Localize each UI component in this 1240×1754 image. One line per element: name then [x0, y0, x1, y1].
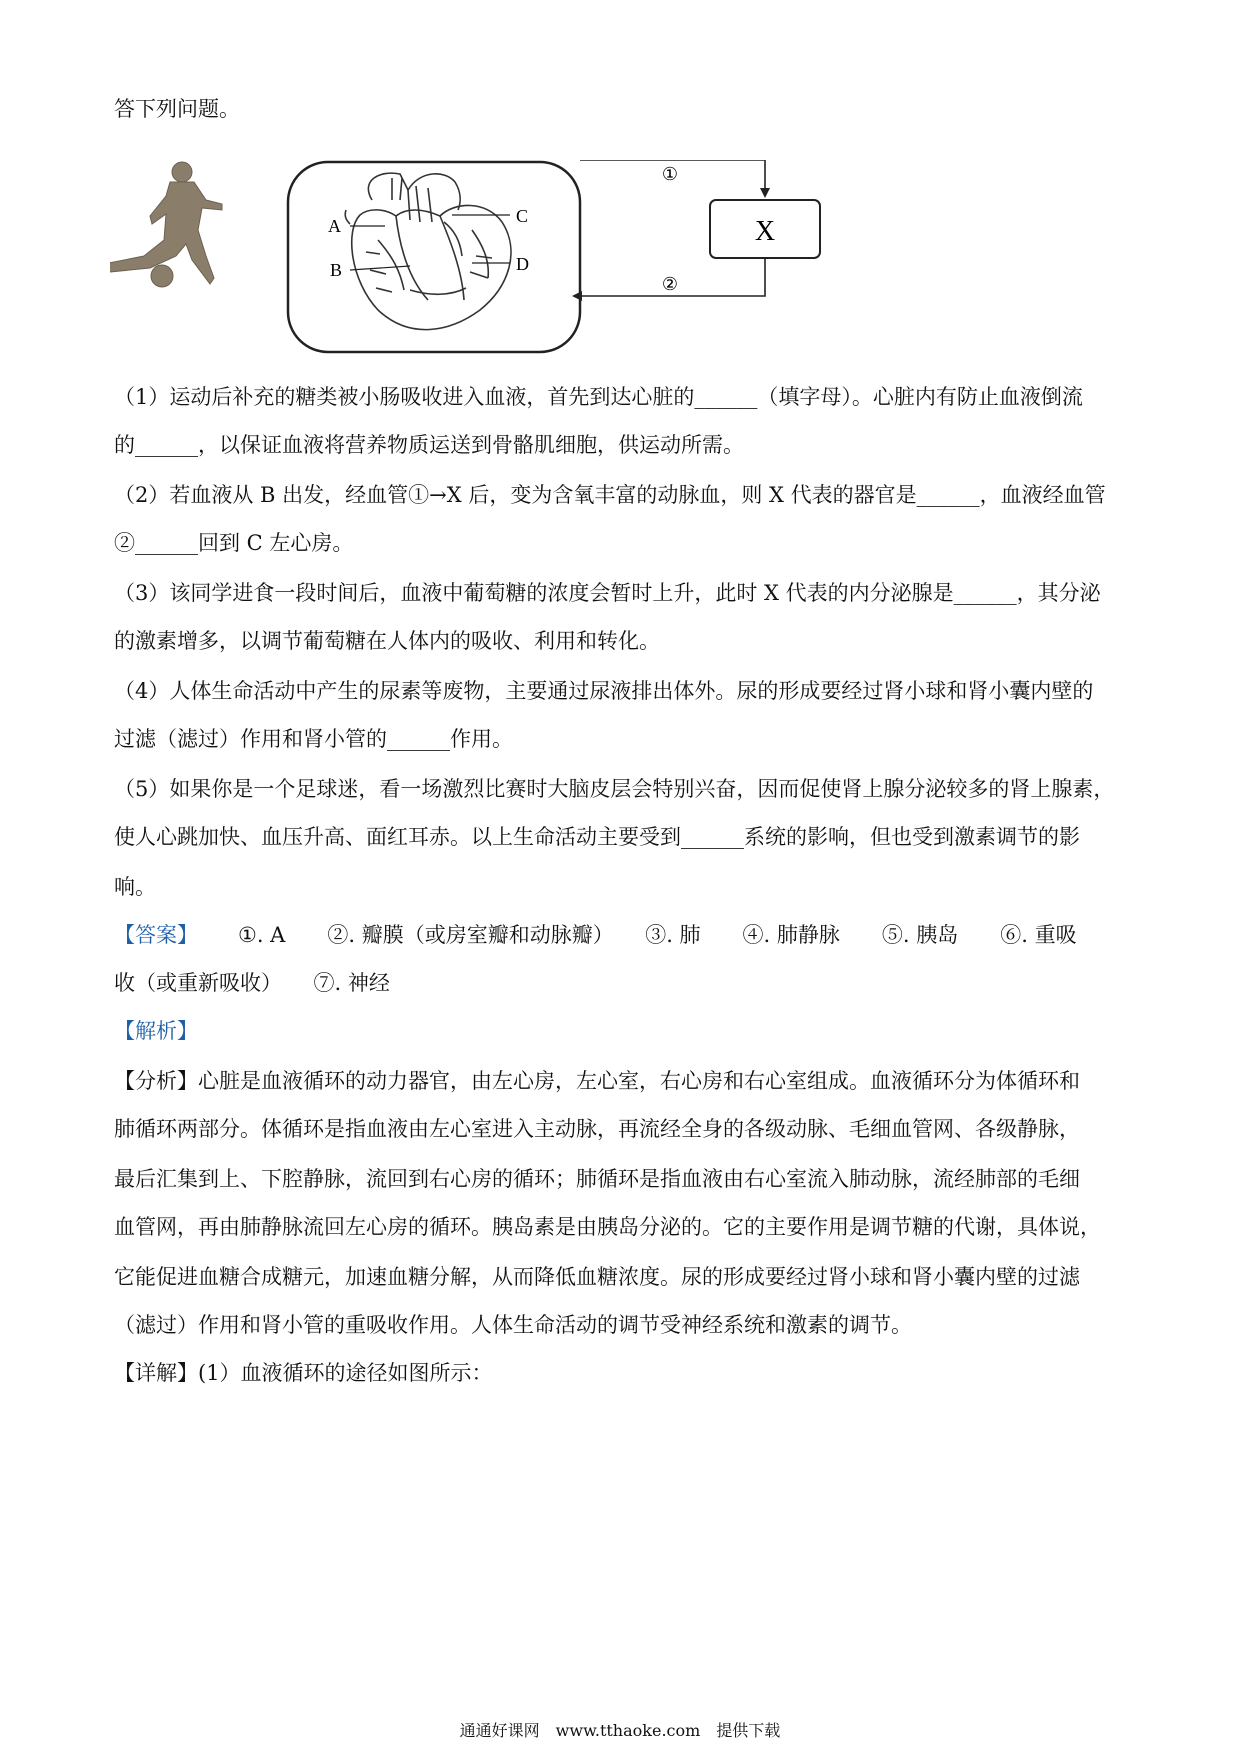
question-line: 的______，以保证血液将营养物质运送到骨骼肌细胞，供运动所需。: [114, 433, 744, 457]
answer-line-2: 收（或重新吸收） ⑦. 神经: [114, 971, 390, 995]
vessel-2-arrowhead: [572, 291, 582, 301]
figure-svg: [110, 160, 930, 360]
question-line: 使人心跳加快、血压升高、面红耳赤。以上生命活动主要受到______系统的影响，但也受到激素调节的影: [114, 825, 1080, 849]
question-line: （4）人体生命活动中产生的尿素等废物，主要通过尿液排出体外。尿的形成要经过肾小球和肾小囊内壁的: [114, 679, 1094, 703]
label-c: C: [516, 206, 529, 226]
question-line: （3）该同学进食一段时间后，血液中葡萄糖的浓度会暂时上升，此时 X 代表的内分泌腺是______，其分泌: [114, 581, 1101, 605]
answer-line-1: [114, 920, 1077, 950]
detail-line: 【详解】(1）血液循环的途径如图所示：: [114, 1361, 493, 1385]
question-line: 过滤（滤过）作用和肾小管的______作用。: [114, 727, 513, 751]
analysis-label: 【解析】: [114, 1019, 198, 1043]
heart-circulation-figure: [110, 160, 930, 360]
analysis-line: 【分析】心脏是血液循环的动力器官，由左心房，左心室，右心房和右心室组成。血液循环分为体循环和: [114, 1069, 1080, 1093]
answer-text: ①. A ②. 瓣膜（或房室瓣和动脉瓣） ③. 肺 ④. 肺静脉 ⑤. 胰岛 ⑥. 重吸: [238, 923, 1077, 947]
organ-x-label: X: [754, 216, 776, 247]
vessel-1-label: ①: [661, 164, 679, 184]
vessel-2-label: ②: [661, 274, 679, 294]
heart-diagram: [345, 173, 511, 329]
intro-text: 答下列问题。: [114, 97, 240, 121]
vessel-1-arrowhead: [760, 188, 770, 198]
footer-text: 通通好课网 www.tthaoke.com 提供下载: [459, 1721, 781, 1740]
heart-frame: [288, 162, 580, 352]
question-line: （1）运动后补充的糖类被小肠吸收进入血液，首先到达心脏的______（填字母）。心脏内有防止血液倒流: [114, 385, 1083, 409]
analysis-line: 肺循环两部分。体循环是指血液由左心室进入主动脉，再流经全身的各级动脉、毛细血管网、各级静脉，: [114, 1117, 1080, 1141]
question-line: 的激素增多，以调节葡萄糖在人体内的吸收、利用和转化。: [114, 629, 660, 653]
label-d: D: [516, 254, 529, 274]
analysis-line: （滤过）作用和肾小管的重吸收作用。人体生命活动的调节受神经系统和激素的调节。: [114, 1313, 912, 1337]
question-line: 响。: [114, 875, 156, 899]
label-a: A: [328, 216, 341, 236]
question-line: （2）若血液从 B 出发，经血管①→X 后，变为含氧丰富的动脉血，则 X 代表的器官是______，血液经血管: [114, 483, 1106, 507]
answer-label: 【答案】: [114, 923, 198, 947]
analysis-line: 最后汇集到上、下腔静脉，流回到右心房的循环；肺循环是指血液由右心室流入肺动脉，流经肺部的毛细: [114, 1167, 1080, 1191]
label-b: B: [330, 260, 343, 280]
question-line: ②______回到 C 左心房。: [114, 531, 354, 555]
label-lines: [350, 215, 510, 270]
soccer-player-image: [110, 162, 222, 287]
analysis-line: 它能促进血糖合成糖元，加速血糖分解，从而降低血糖浓度。尿的形成要经过肾小球和肾小囊内壁的过滤: [114, 1265, 1080, 1289]
question-line: （5）如果你是一个足球迷，看一场激烈比赛时大脑皮层会特别兴奋，因而促使肾上腺分泌较多的肾上腺素，: [114, 777, 1115, 801]
analysis-line: 血管网，再由肺静脉流回左心房的循环。胰岛素是由胰岛分泌的。它的主要作用是调节糖的代谢，具体说，: [114, 1215, 1101, 1239]
